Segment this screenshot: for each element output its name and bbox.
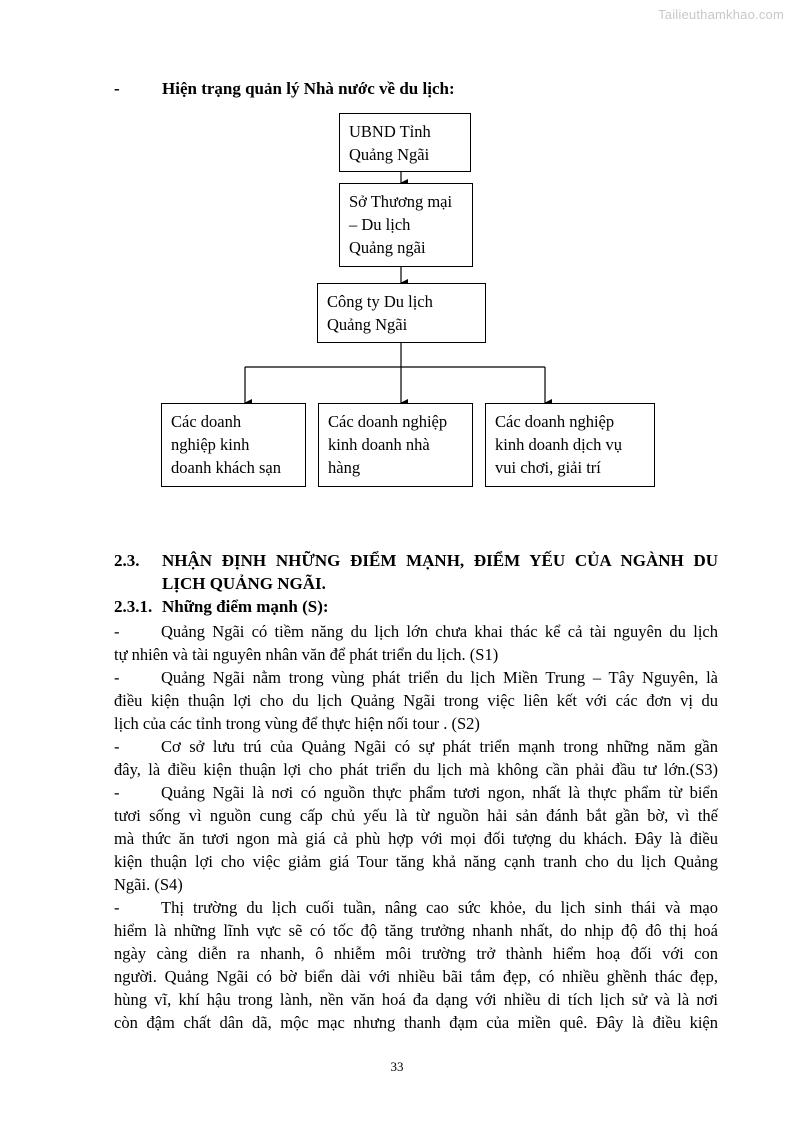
page-number: 33 <box>390 1059 404 1074</box>
body-line <box>114 896 718 919</box>
body-line-text: Quảng Ngãi nằm trong vùng phát triển du lịch Miền Trung – Tây Nguyên, là <box>161 668 718 687</box>
body-line <box>114 712 718 735</box>
body-line-text: Quảng Ngãi là nơi có nguồn thực phẩm tươi ngon, nhất là thực phẩm từ biển <box>161 783 718 802</box>
body-line <box>114 873 718 896</box>
body-line <box>114 620 718 643</box>
heading-2-3-line1: NHẬN ĐỊNH NHỮNG ĐIỂM MẠNH, ĐIỂM YẾU CỦA NGÀNH DU <box>162 551 718 570</box>
body-line-text: ngày càng diễn ra nhanh, ô nhiễm môi trường trở thành hiểm hoạ đối với con <box>114 944 718 963</box>
body-line-text: điều kiện thuận lợi cho du lịch Quảng Ngãi trong việc liên kết với các đơn vị du <box>114 691 718 710</box>
org-box-so-thuong-mai <box>339 183 473 267</box>
body-line-text: tươi sống vì nguồn cung cấp chủ yếu là từ nguồn hải sản đánh bắt gần bờ, vì thế <box>114 806 718 825</box>
heading-2-3-number: 2.3. <box>114 551 140 570</box>
bullet-dash: - <box>114 898 120 917</box>
body-line <box>114 965 718 988</box>
body-line-text: kiện thuận lợi cho việc giảm giá Tour tăng khả năng cạnh tranh cho du lịch Quảng <box>114 852 718 871</box>
body-line-text: người. Quảng Ngãi có bờ biển dài với nhiều bãi tắm đẹp, có nhiều ghềnh thác đẹp, <box>114 967 718 986</box>
org-box-khachsan-line3: doanh khách sạn <box>171 458 281 477</box>
body-line <box>114 735 718 758</box>
org-box-khach-san <box>161 403 306 487</box>
org-box-khachsan-line2: nghiệp kinh <box>171 435 250 454</box>
org-box-so-line1: Sở Thương mại <box>349 192 453 211</box>
body-line <box>114 666 718 689</box>
body-line-text: hiểm là những lĩnh vực sẽ có tốc độ tăng trưởng nhanh nhất, do nhịp độ đô thị hoá <box>114 921 718 940</box>
body-line <box>114 643 718 666</box>
org-box-so-line3: Quảng ngãi <box>349 238 426 257</box>
body-line <box>114 758 718 781</box>
bullet-dash: - <box>114 783 120 802</box>
body-line <box>114 781 718 804</box>
org-box-so-line2: – Du lịch <box>349 215 411 234</box>
watermark: Tailieuthamkhao.com <box>658 7 784 22</box>
bullet-dash: - <box>114 622 120 641</box>
body-line-text: hùng vĩ, khí hậu trong lành, nền văn hoá đa dạng với nhiều di tích lịch sử và là nơi <box>114 990 718 1009</box>
section-bullet: - <box>114 79 120 98</box>
body-line <box>114 827 718 850</box>
org-box-congty-line2: Quảng Ngãi <box>327 315 408 334</box>
bullet-dash: - <box>114 668 120 687</box>
org-box-ubnd <box>339 113 471 172</box>
body-line-text: Ngãi. (S4) <box>114 875 183 894</box>
org-box-nhahang-line1: Các doanh nghiệp <box>328 412 448 431</box>
org-box-cong-ty <box>317 283 486 343</box>
strengths-body <box>114 620 718 1034</box>
body-line-text: tự nhiên và tài nguyên nhân văn để phát triển du lịch. (S1) <box>114 645 499 664</box>
org-box-nha-hang <box>318 403 473 487</box>
heading-2-3-1-title: Những điểm mạnh (S): <box>162 597 329 616</box>
org-box-vuichoi-line3: vui chơi, giải trí <box>495 458 601 477</box>
org-box-nhahang-line2: kinh doanh nhà <box>328 435 430 454</box>
body-line <box>114 850 718 873</box>
section-title: Hiện trạng quản lý Nhà nước về du lịch: <box>162 79 455 98</box>
body-line <box>114 689 718 712</box>
org-box-khachsan-line1: Các doanh <box>171 412 242 431</box>
body-line <box>114 1011 718 1034</box>
body-line-text: Quảng Ngãi có tiềm năng du lịch lớn chưa khai thác kể cả tài nguyên du lịch <box>161 622 718 641</box>
org-box-ubnd-line1: UBND Tỉnh <box>349 122 431 141</box>
org-box-nhahang-line3: hàng <box>328 458 361 477</box>
org-box-vuichoi-line1: Các doanh nghiệp <box>495 412 615 431</box>
body-line <box>114 942 718 965</box>
body-line-text: còn đậm chất dân dã, mộc mạc nhưng thanh đạm của miền quê. Đây là điều kiện <box>114 1013 718 1032</box>
body-line <box>114 804 718 827</box>
body-line <box>114 988 718 1011</box>
org-box-congty-line1: Công ty Du lịch <box>327 292 433 311</box>
body-line-text: mà thức ăn tươi ngon mà giá cả phù hợp với mọi đối tượng du khách. Đây là điều <box>114 829 718 848</box>
org-box-vui-choi <box>485 403 655 487</box>
org-box-vuichoi-line2: kinh doanh dịch vụ <box>495 435 622 454</box>
body-line <box>114 919 718 942</box>
body-line-text: đây, là điều kiện thuận lợi cho phát triển du lịch mà không cần phải đầu tư lớn.(S3) <box>114 760 718 779</box>
heading-2-3-1-number: 2.3.1. <box>114 597 153 616</box>
bullet-dash: - <box>114 737 120 756</box>
body-line-text: Cơ sở lưu trú của Quảng Ngãi có sự phát triển mạnh trong những năm gần <box>161 737 718 756</box>
body-line-text: Thị trường du lịch cuối tuần, nâng cao sức khỏe, du lịch sinh thái và mạo <box>161 898 718 917</box>
body-line-text: lịch của các tỉnh trong vùng để thực hiện nối tour . (S2) <box>114 714 480 733</box>
org-box-ubnd-line2: Quảng Ngãi <box>349 145 430 164</box>
heading-2-3-line2: LỊCH QUẢNG NGÃI. <box>162 574 326 593</box>
